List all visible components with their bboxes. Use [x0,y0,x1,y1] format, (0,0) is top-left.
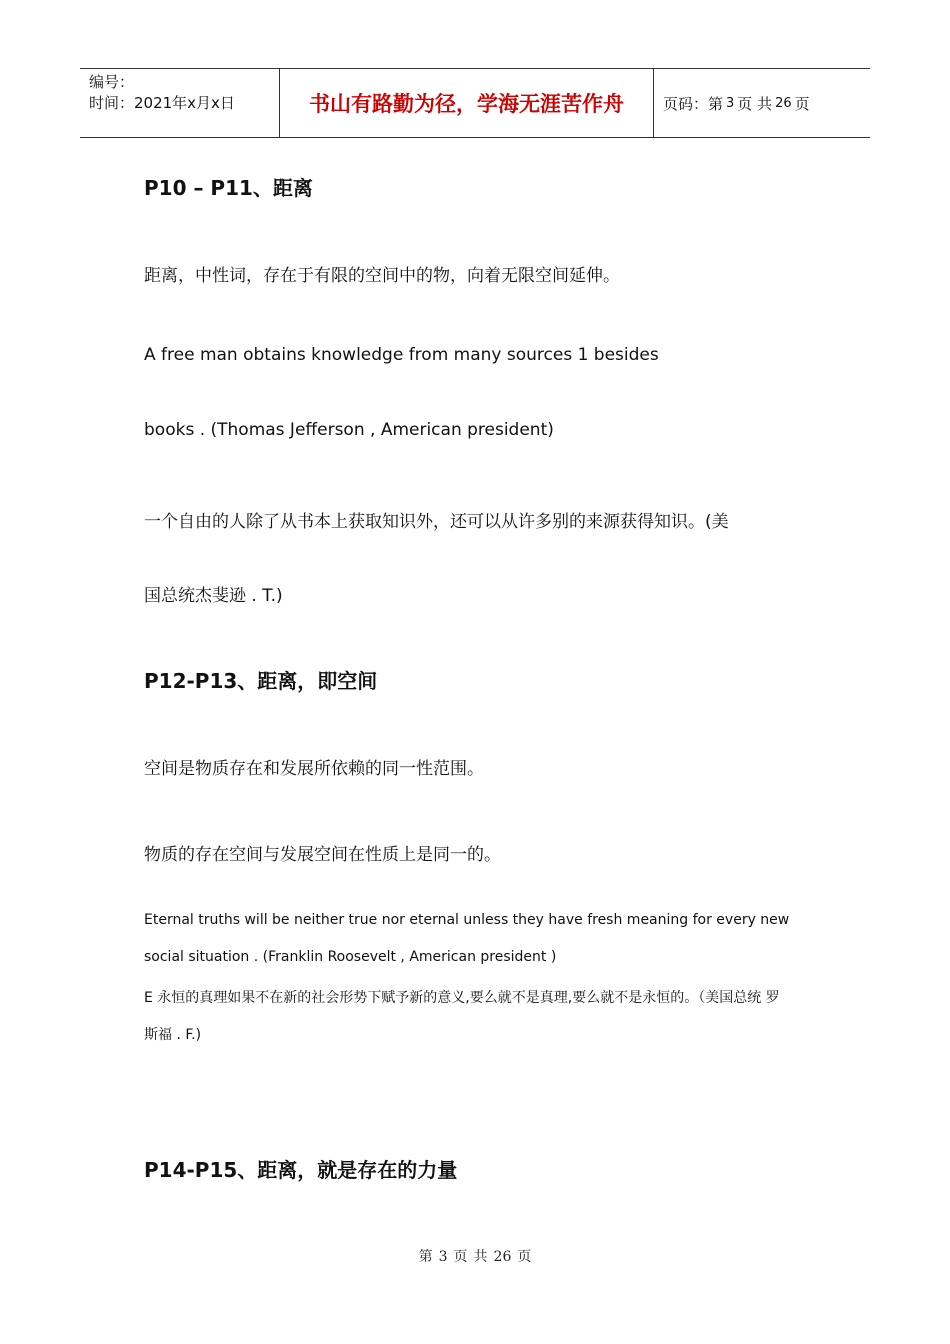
quote-zh-line: E 永恒的真理如果不在新的社会形势下赋予新的意义,要么就不是真理,要么就不是永恒的。（美国总统 罗 [144,990,780,1006]
footer-total: 26 [493,1249,512,1265]
footer-suffix: 页 [517,1249,532,1265]
quote-en-line: books . (Thomas Jefferson , American president) [144,420,554,440]
page-total: 26 [775,95,792,111]
quote-en-line: Eternal truths will be neither true nor eternal unless they have fresh meaning for every new [144,912,790,928]
header-motto: 书山有路勤为径，学海无涯苦作舟 [280,69,654,137]
quote-en-line: social situation . (Franklin Roosevelt , American president ) [144,949,557,965]
quote-zh-line: 国总统杰斐逊 . T.) [144,586,283,606]
time-label: 时间：2021年x月x日 [89,94,235,112]
quote-zh-line: 一个自由的人除了从书本上获取知识外，还可以从许多别的来源获得知识。(美 [144,512,729,532]
page-suffix: 页 [794,94,810,113]
page-middle: 页 共 [737,94,773,113]
section-heading-p10-p11: P10 – P11、距离 [144,176,313,200]
body-line: 物质的存在空间与发展空间在性质上是同一的。 [144,845,501,865]
footer-current: 3 [438,1249,448,1265]
page-current: 3 [726,95,735,111]
section-heading-p14-p15: P14-P15、距离，就是存在的力量 [144,1158,458,1182]
footer-total-word: 共 [473,1249,488,1265]
header-page-info [654,69,870,137]
header-meta [80,69,280,137]
footer-prefix: 第 [418,1249,433,1265]
body-line: 空间是物质存在和发展所依赖的同一性范围。 [144,759,484,779]
body-line: 距离，中性词，存在于有限的空间中的物，向着无限空间延伸。 [144,266,620,286]
quote-zh-line: 斯福 . F.) [144,1027,202,1043]
page-header [80,68,870,138]
number-label: 编号： [89,73,135,91]
page-prefix: 页码：第 [663,94,724,113]
page-footer [0,1246,950,1266]
section-heading-p12-p13: P12-P13、距离，即空间 [144,669,378,693]
quote-en-line: A free man obtains knowledge from many sources 1 besides [144,345,659,365]
footer-page-word: 页 [453,1249,468,1265]
